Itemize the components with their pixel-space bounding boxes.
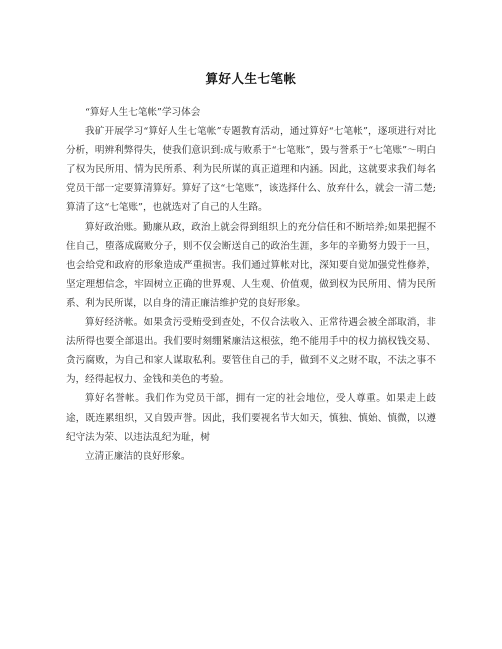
paragraph-intro: 我矿开展学习“算好人生七笔帐”专题教育活动，通过算好“七笔帐”，逐项进行对比分析，明辨利弊得失，使我们意识到:成与败系于“七笔账”，毁与誉系于“七笔账”～明白了权为民所用、情为民所系、利为民所谋的真正道理和内涵。因此，这就要求我们每名党员干部一定要算清算好。算好了这“七笔账”，该选择什么、放弃什么，就会一清二楚;算清了这“七笔账”，也就选对了自己的人生路。 (66, 126, 436, 214)
document-body (66, 103, 436, 466)
paragraph-political-account: 算好政治账。勤廉从政，政治上就会得到组织上的充分信任和不断培养;如果把握不住自己，堕落成腐败分子，则不仅会断送自己的政治生涯，多年的辛勤努力毁于一旦，也会给党和政府的形象造成严重损害。我们通过算帐对比，深知要自觉加强党性修养，坚定理想信念，牢固树立正确的世界观、人生观、价值观，做到权为民所用、情为民所系、利为民所谋，以自身的清正廉洁维护党的良好形象。 (66, 221, 436, 309)
paragraph-reputation-continued: 立清正廉洁的良好形象。 (85, 450, 191, 462)
document-title: 算好人生七笔帐 (205, 71, 297, 86)
document-subtitle: “算好人生七笔帐”学习体会 (85, 107, 201, 118)
paragraph-economic-account: 算好经济帐。如果贪污受贿受到查处，不仅合法收入、正常待遇会被全部取消，非法所得也要全部退出。我们要时刻绷紧廉洁这根弦，绝不能用手中的权力搞权钱交易、贪污腐败，为自己和家人谋取私利。要管住自己的手，做到不义之财不取，不法之事不为，经得起权力、金钱和美色的考验。 (66, 317, 436, 386)
paragraph-reputation-account: 算好名誉帐。我们作为党员干部，拥有一定的社会地位，受人尊重。如果走上歧途，既连累组织，又自毁声誉。因此，我们要视名节大如天，慎独、慎始、慎微，以遵纪守法为荣、以违法乱纪为耻，树 (66, 393, 436, 443)
